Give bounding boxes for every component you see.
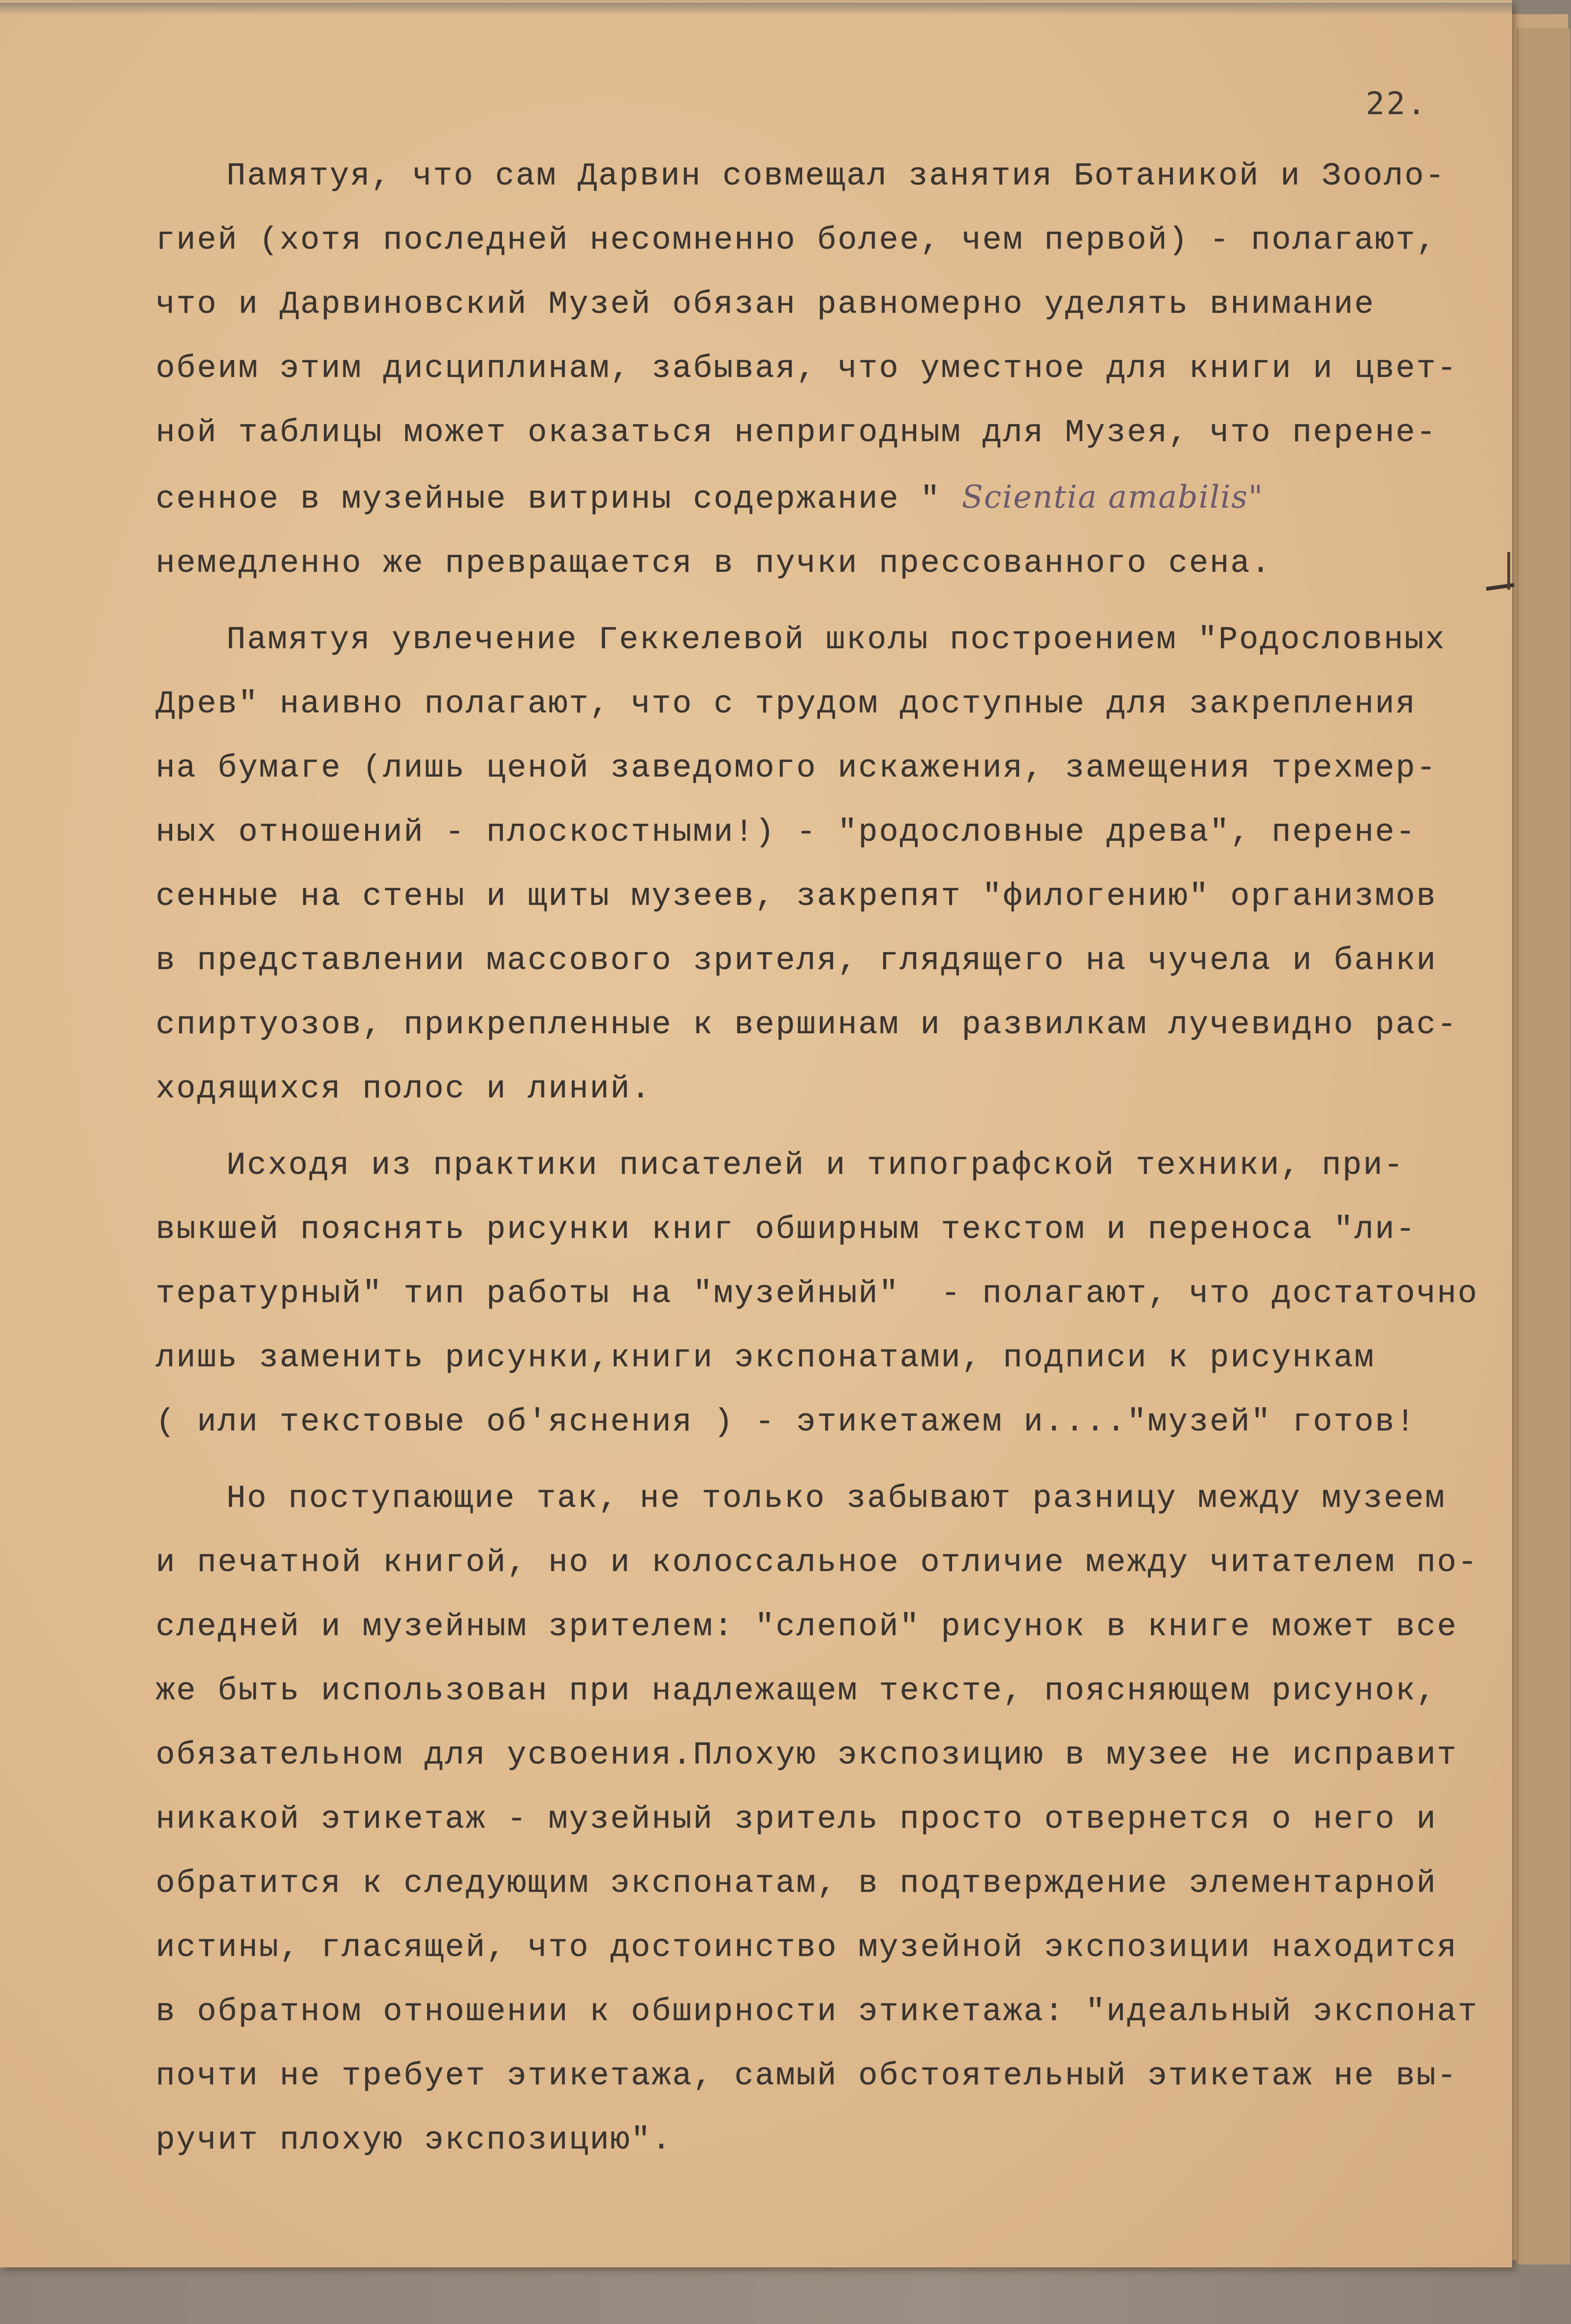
text-line: выкшей пояснять рисунки книг обширным текстом и переноса "ли- — [156, 1212, 1417, 1248]
text-line: обратится к следующим экспонатам, в подтверждение элементарной — [156, 1865, 1437, 1902]
text-line: на бумаге (лишь ценой заведомого искажения, замещения трехмер- — [156, 750, 1437, 786]
paragraph-2 — [156, 608, 1524, 1121]
text-line: сенные на стены и щиты музеев, закрепят "филогению" организмов — [156, 878, 1437, 915]
text-line: обязательном для усвоения.Плохую экспозицию в музее не исправит — [156, 1737, 1458, 1773]
text-line: в представлении массового зрителя, глядящего на чучела и банки — [156, 943, 1437, 979]
paragraph-4 — [156, 1467, 1524, 2173]
text-line: обеим этим дисциплинам, забывая, что уместное для книги и цвет- — [156, 351, 1458, 387]
text-line: ( или текстовые об'яснения ) - этикетажем и...."музей" готов! — [156, 1404, 1417, 1440]
text-line: Древ" наивно полагают, что с трудом доступные для закрепления — [156, 686, 1417, 722]
text-fragment: сенное в музейные витрины содержание " — [156, 481, 941, 518]
text-line: Исходя из практики писателей и типографской техники, при- — [226, 1147, 1404, 1184]
text-line: ных отношений - плоскостными!) - "родословные древа", перене- — [156, 814, 1417, 851]
text-line: в обратном отношении к обширности этикетажа: "идеальный экспонат — [156, 1994, 1479, 2030]
text-line: и печатной книгой, но и колоссальное отличие между читателем по- — [156, 1545, 1479, 1581]
text-line: гией (хотя последней несомненно более, чем первой) - полагают, — [156, 222, 1437, 259]
text-line: тературный" тип работы на "музейный" - полагают, что достаточно — [156, 1276, 1479, 1312]
text-line: ходящихся полос и линий. — [156, 1071, 652, 1107]
text-line: ручит плохую экспозицию". — [156, 2122, 673, 2158]
margin-ink-tick — [1507, 552, 1510, 590]
text-line: Но поступающие так, не только забывают разницу между музеем — [226, 1480, 1446, 1517]
text-line: ной таблицы может оказаться непригодным для Музея, что перене- — [156, 415, 1437, 451]
text-line: спиртуозов, прикрепленные к вершинам и развилкам лучевидно рас- — [156, 1007, 1458, 1043]
handwritten-annotation: Scientia amabilis" — [961, 479, 1264, 515]
page-number: 22. — [1366, 85, 1428, 122]
paragraph-1 — [156, 144, 1524, 596]
text-line-with-note — [156, 465, 1524, 532]
text-line: истины, гласящей, что достоинство музейной экспозиции находится — [156, 1930, 1458, 1966]
text-line: же быть использован при надлежащем тексте, поясняющем рисунок, — [156, 1673, 1437, 1709]
text-line: никакой этикетаж - музейный зритель просто отвернется о него и — [156, 1801, 1437, 1838]
page-top-shadow — [0, 3, 1512, 15]
underlying-sheet-2 — [1517, 28, 1570, 2265]
text-line: Памятуя, что сам Дарвин совмещал занятия Ботаникой и Зооло- — [226, 158, 1446, 194]
text-line: немедленно же превращается в пучки прессованного сена. — [156, 545, 1272, 582]
text-line: что и Дарвиновский Музей обязан равномерно уделять внимание — [156, 286, 1375, 323]
text-line: почти не требует этикетажа, самый обстоятельный этикетаж не вы- — [156, 2058, 1458, 2094]
text-line: следней и музейным зрителем: "слепой" рисунок в книге может все — [156, 1609, 1458, 1645]
paragraph-3 — [156, 1134, 1524, 1455]
text-line: Памятуя увлечение Геккелевой школы построением "Родословных — [226, 622, 1446, 658]
text-line: лишь заменить рисунки,книги экспонатами, подписи к рисункам — [156, 1340, 1375, 1376]
page-body — [156, 144, 1524, 2185]
